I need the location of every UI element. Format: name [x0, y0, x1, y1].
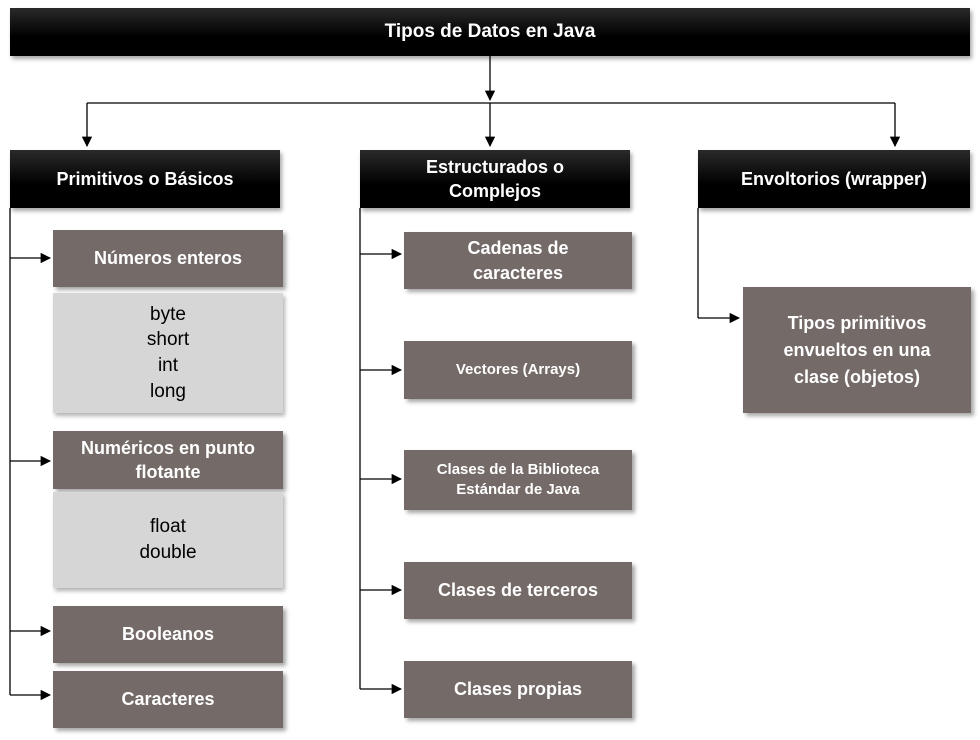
category-estructurados: Estructurados o Complejos [360, 150, 630, 208]
node-biblioteca: Clases de la Biblioteca Estándar de Java [404, 450, 632, 510]
type-item: long [150, 380, 186, 402]
node-vectores: Vectores (Arrays) [404, 341, 632, 399]
node-numericos-flotante: Numéricos en punto flotante [53, 431, 283, 489]
category-primitivos: Primitivos o Básicos [10, 150, 280, 208]
node-propias: Clases propias [404, 661, 632, 718]
list-flotante-types [53, 492, 283, 588]
diagram-title: Tipos de Datos en Java [10, 8, 970, 56]
node-tipos-envueltos: Tipos primitivos envueltos en una clase (objetos) [743, 287, 971, 413]
type-item: float [150, 516, 186, 538]
type-item: byte [150, 303, 186, 325]
node-numeros-enteros: Números enteros [53, 230, 283, 287]
type-item: short [146, 329, 190, 351]
node-cadenas: Cadenas de caracteres [404, 232, 632, 289]
node-terceros: Clases de terceros [404, 562, 632, 619]
node-booleanos: Booleanos [53, 606, 283, 663]
type-item: double [139, 542, 197, 563]
category-envoltorios: Envoltorios (wrapper) [698, 150, 970, 208]
type-item: int [157, 355, 179, 376]
list-enteros-types [53, 293, 283, 413]
node-caracteres: Caracteres [53, 671, 283, 728]
